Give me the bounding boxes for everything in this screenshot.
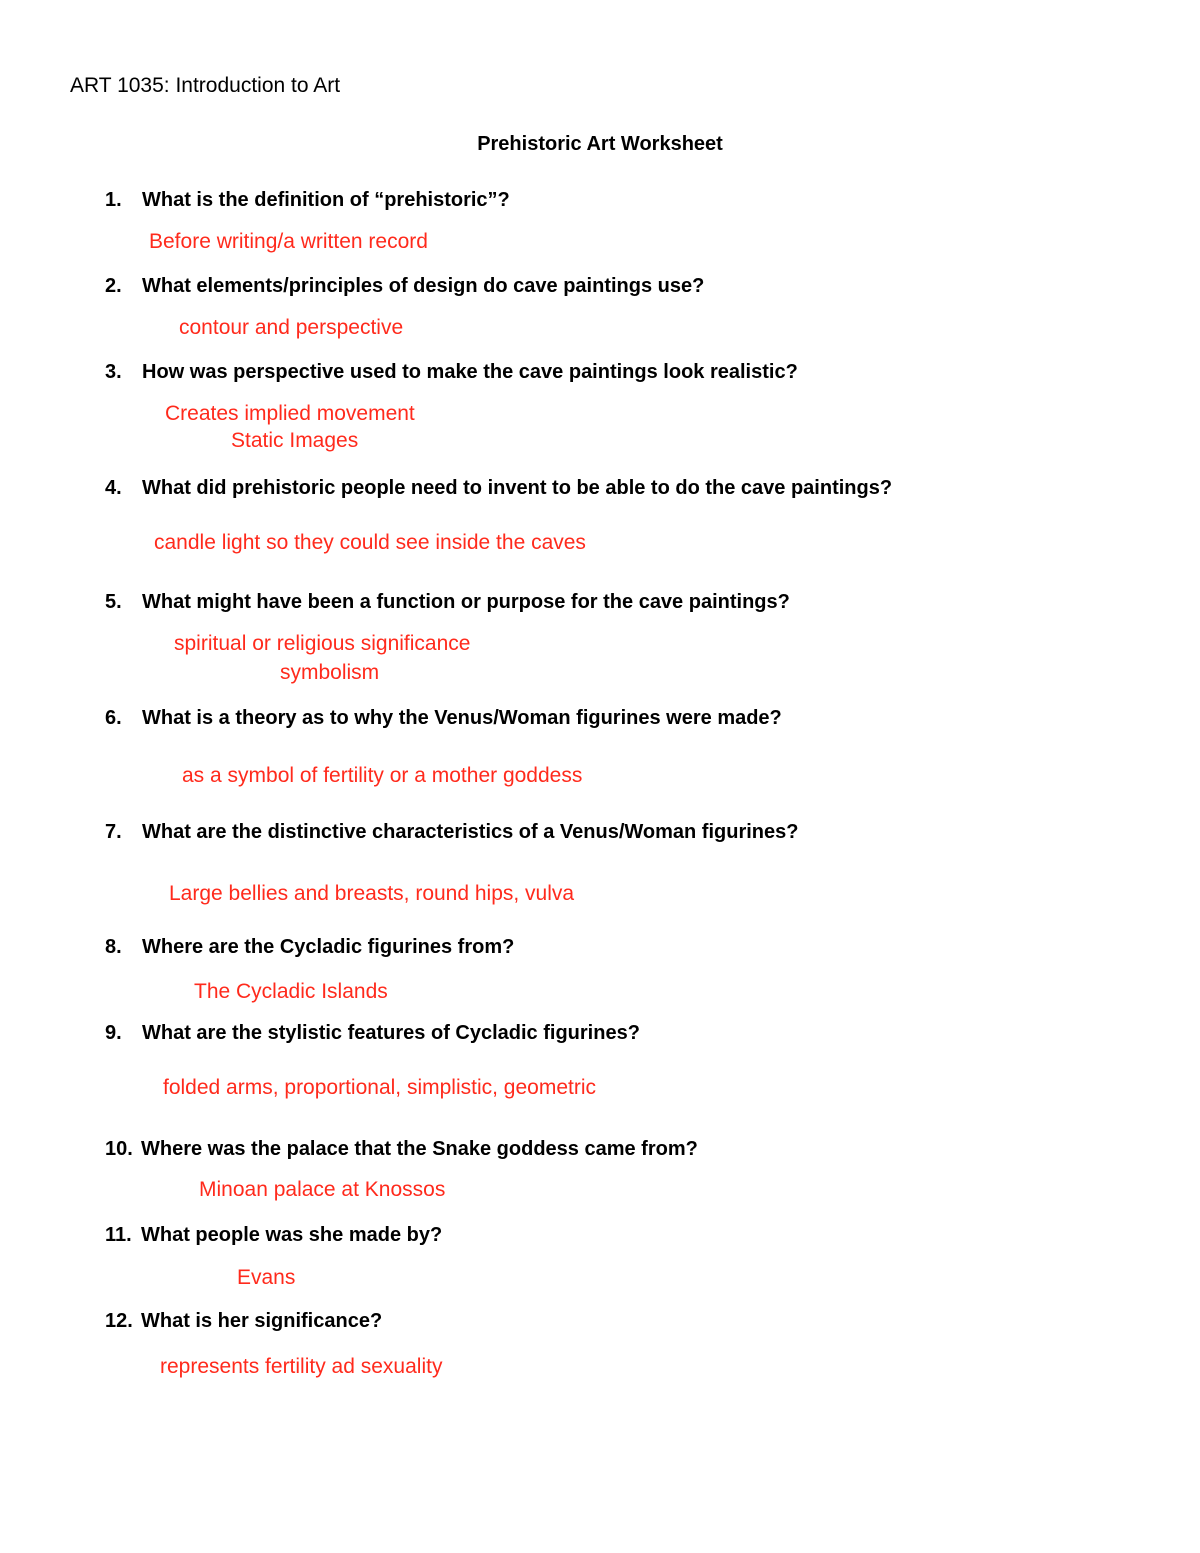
question-text: What is her significance? — [141, 1310, 383, 1332]
answer-5b: symbolism — [280, 661, 380, 684]
answer-9: folded arms, proportional, simplistic, geometric — [163, 1076, 597, 1099]
answer-6: as a symbol of fertility or a mother goddess — [182, 764, 583, 787]
question-6 — [105, 704, 782, 732]
question-text: What are the stylistic features of Cycladic figurines? — [142, 1022, 640, 1044]
worksheet-title: Prehistoric Art Worksheet — [477, 133, 723, 155]
question-number: 12. — [105, 1310, 133, 1332]
answer-4: candle light so they could see inside the caves — [154, 531, 586, 554]
question-11 — [105, 1221, 442, 1249]
question-number: 11. — [105, 1224, 132, 1246]
question-text: What elements/principles of design do cave paintings use? — [142, 275, 705, 297]
question-number: 3. — [105, 361, 122, 383]
question-number: 1. — [105, 189, 122, 211]
question-text: What is a theory as to why the Venus/Woman figurines were made? — [142, 707, 782, 729]
answer-8: The Cycladic Islands — [194, 980, 388, 1003]
question-number: 8. — [105, 936, 122, 958]
answer-1: Before writing/a written record — [149, 230, 428, 253]
answer-11: Evans — [237, 1266, 296, 1289]
question-number: 2. — [105, 275, 122, 297]
question-5 — [105, 588, 790, 616]
answer-10: Minoan palace at Knossos — [199, 1178, 446, 1201]
question-12 — [105, 1307, 382, 1335]
course-heading: ART 1035: Introduction to Art — [70, 74, 341, 97]
question-number: 5. — [105, 591, 122, 613]
question-1 — [105, 186, 510, 214]
question-text: How was perspective used to make the cave paintings look realistic? — [142, 361, 798, 383]
answer-12: represents fertility ad sexuality — [160, 1355, 443, 1378]
question-number: 10. — [105, 1138, 133, 1160]
question-9 — [105, 1019, 640, 1047]
answer-5a: spiritual or religious significance — [174, 632, 471, 655]
answer-7: Large bellies and breasts, round hips, vulva — [169, 882, 575, 905]
question-4 — [105, 474, 892, 502]
question-text: What people was she made by? — [141, 1224, 443, 1246]
question-number: 7. — [105, 821, 122, 843]
question-3 — [105, 358, 798, 386]
question-7 — [105, 818, 798, 846]
answer-3b: Static Images — [231, 429, 359, 452]
question-text: Where was the palace that the Snake goddess came from? — [141, 1138, 698, 1160]
question-10 — [105, 1135, 698, 1163]
question-8 — [105, 933, 514, 961]
question-2 — [105, 272, 704, 300]
question-number: 6. — [105, 707, 122, 729]
question-text: What did prehistoric people need to invent to be able to do the cave paintings? — [142, 477, 893, 499]
question-text: Where are the Cycladic figurines from? — [142, 936, 515, 958]
question-text: What are the distinctive characteristics of a Venus/Woman figurines? — [142, 821, 799, 843]
answer-3a: Creates implied movement — [165, 402, 415, 425]
question-text: What might have been a function or purpose for the cave paintings? — [142, 591, 790, 613]
question-number: 4. — [105, 477, 122, 499]
question-text: What is the definition of “prehistoric”? — [142, 189, 510, 211]
answer-2: contour and perspective — [179, 316, 404, 339]
question-number: 9. — [105, 1022, 122, 1044]
